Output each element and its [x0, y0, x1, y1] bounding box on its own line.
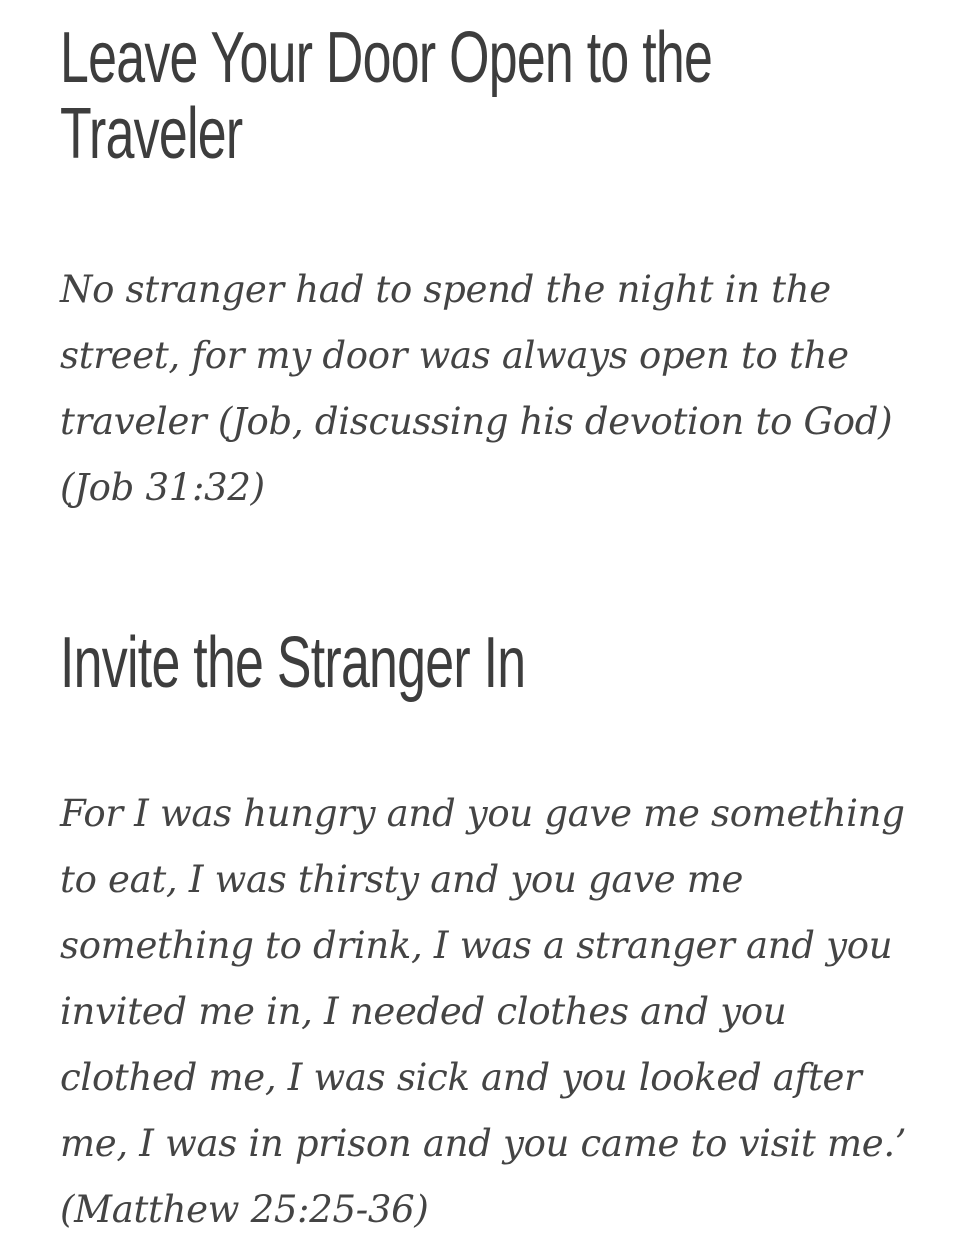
quote-line: For I was hungry and you gave me something [60, 792, 905, 835]
quote-line: invited me in, I needed clothes and you [60, 990, 787, 1033]
quote-line: something to drink, I was a stranger and you [60, 924, 893, 967]
section-heading-invite-stranger [60, 625, 953, 701]
heading-line: Invite the Stranger In [60, 623, 526, 703]
quote-line: clothed me, I was sick and you looked after [60, 1056, 862, 1099]
quote-line: to eat, I was thirsty and you gave me [60, 858, 744, 901]
quote-citation: (Job 31:32) [60, 466, 265, 509]
scripture-quote-job [60, 257, 940, 521]
quote-line: No stranger had to spend the night in the [60, 268, 831, 311]
heading-line: Leave Your Door Open to the [60, 18, 713, 98]
quote-line: me, I was in prison and you came to visit me.’ [60, 1122, 907, 1165]
quote-line: traveler (Job, discussing his devotion to God) [60, 400, 893, 443]
scripture-quote-matthew [60, 781, 940, 1243]
quote-line: street, for my door was always open to the [60, 334, 849, 377]
article-content [60, 20, 940, 1243]
section-heading-leave-door-open [60, 20, 953, 172]
quote-citation: (Matthew 25:25-36) [60, 1188, 429, 1231]
heading-line: Traveler [60, 94, 243, 174]
